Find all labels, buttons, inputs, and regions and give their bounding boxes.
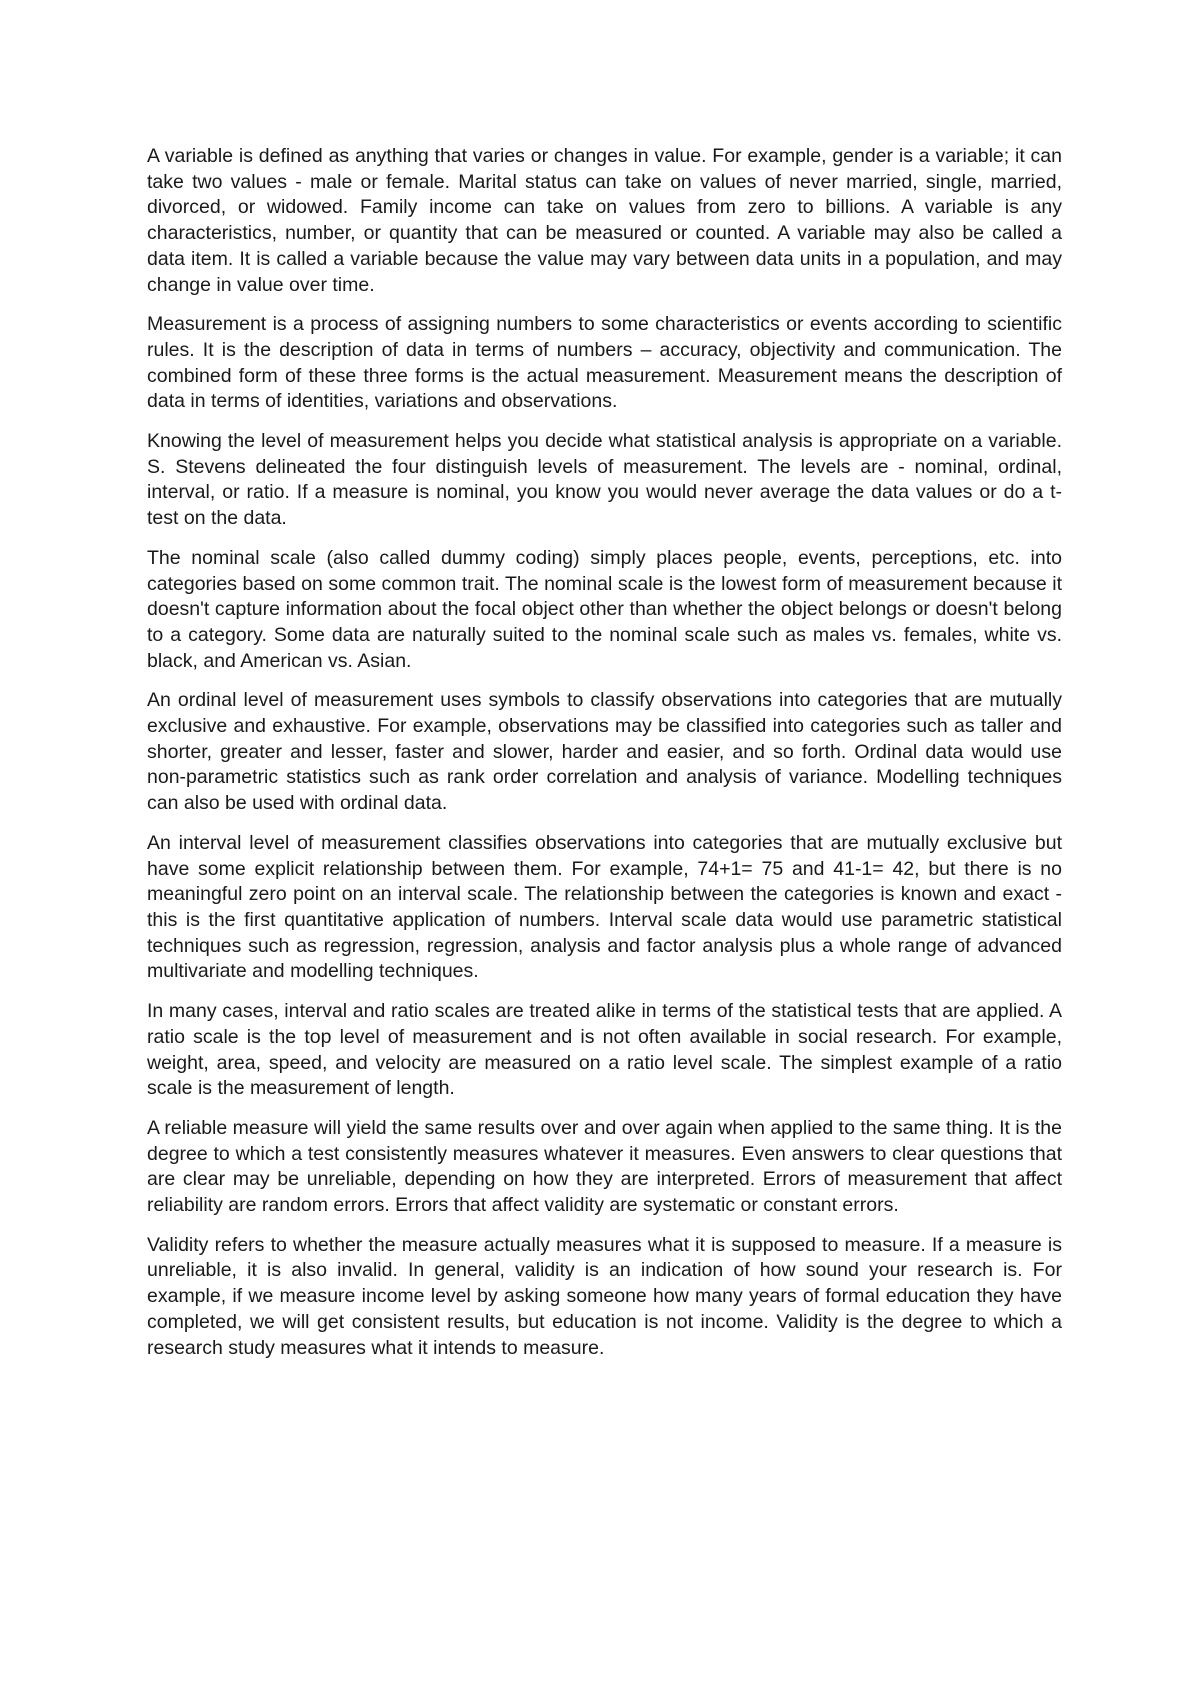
paragraph-interval-scale: An interval level of measurement classifies observations into categories that are mutually exclusive but have some explicit relationship between them. For example, 74+1= 75 and 41-1= 42, but there is no meaningful zero point on an interval scale. The relationship between the categories is known and exact - this is the first quantitative application of numbers. Interval scale data would use parametric statistical techniques such as regression, regression, analysis and factor analysis plus a whole range of advanced multivariate and modelling techniques. xyxy=(147,831,1062,983)
paragraph-variable-definition: A variable is defined as anything that varies or changes in value. For example, gender is a variable; it can take two values - male or female. Marital status can take on values of never married, single, married, divorced, or widowed. Family income can take on values from zero to billions. A variable is any characteristics, number, or quantity that can be measured or counted. A variable may also be called a data item. It is called a variable because the value may vary between data units in a population, and may change in value over time. xyxy=(147,145,1062,296)
paragraph-reliability: A reliable measure will yield the same results over and over again when applied to the same thing. It is the degree to which a test consistently measures whatever it measures. Even answers to clear questions that are clear may be unreliable, depending on how they are interpreted. Errors of measurement that affect reliability are random errors. Errors that affect validity are systematic or constant errors. xyxy=(147,1116,1062,1217)
document-body xyxy=(147,144,1062,1375)
paragraph-ratio-scale: In many cases, interval and ratio scales are treated alike in terms of the statistical tests that are applied. A ratio scale is the top level of measurement and is not often available in social research. For example, weight, area, speed, and velocity are measured on a ratio level scale. The simplest example of a ratio scale is the measurement of length. xyxy=(147,1000,1062,1100)
paragraph-nominal-scale: The nominal scale (also called dummy coding) simply places people, events, perceptions, etc. into categories based on some common trait. The nominal scale is the lowest form of measurement because it doesn't capture information about the focal object other than whether the object belongs or doesn't belong to a category. Some data are naturally suited to the nominal scale such as males vs. females, white vs. black, and American vs. Asian. xyxy=(147,546,1062,672)
paragraph-ordinal-scale: An ordinal level of measurement uses symbols to classify observations into categories that are mutually exclusive and exhaustive. For example, observations may be classified into categories such as taller and shorter, greater and lesser, faster and slower, harder and easier, and so forth. Ordinal data would use non-parametric statistics such as rank order correlation and analysis of variance. Modelling techniques can also be used with ordinal data. xyxy=(147,689,1062,815)
paragraph-measurement-definition: Measurement is a process of assigning numbers to some characteristics or events according to scientific rules. It is the description of data in terms of numbers – accuracy, objectivity and communication. The combined form of these three forms is the actual measurement. Measurement means the description of data in terms of identities, variations and observations. xyxy=(147,313,1062,413)
paragraph-validity: Validity refers to whether the measure actually measures what it is supposed to measure. If a measure is unreliable, it is also invalid. In general, validity is an indication of how sound your research is. For example, if we measure income level by asking someone how many years of formal education they have completed, we will get consistent results, but education is not income. Validity is the degree to which a research study measures what it intends to measure. xyxy=(147,1233,1062,1359)
paragraph-levels-of-measurement: Knowing the level of measurement helps you decide what statistical analysis is appropriate on a variable. S. Stevens delineated the four distinguish levels of measurement. The levels are - nominal, ordinal, interval, or ratio. If a measure is nominal, you know you would never average the data values or do a t-test on the data. xyxy=(147,430,1062,530)
